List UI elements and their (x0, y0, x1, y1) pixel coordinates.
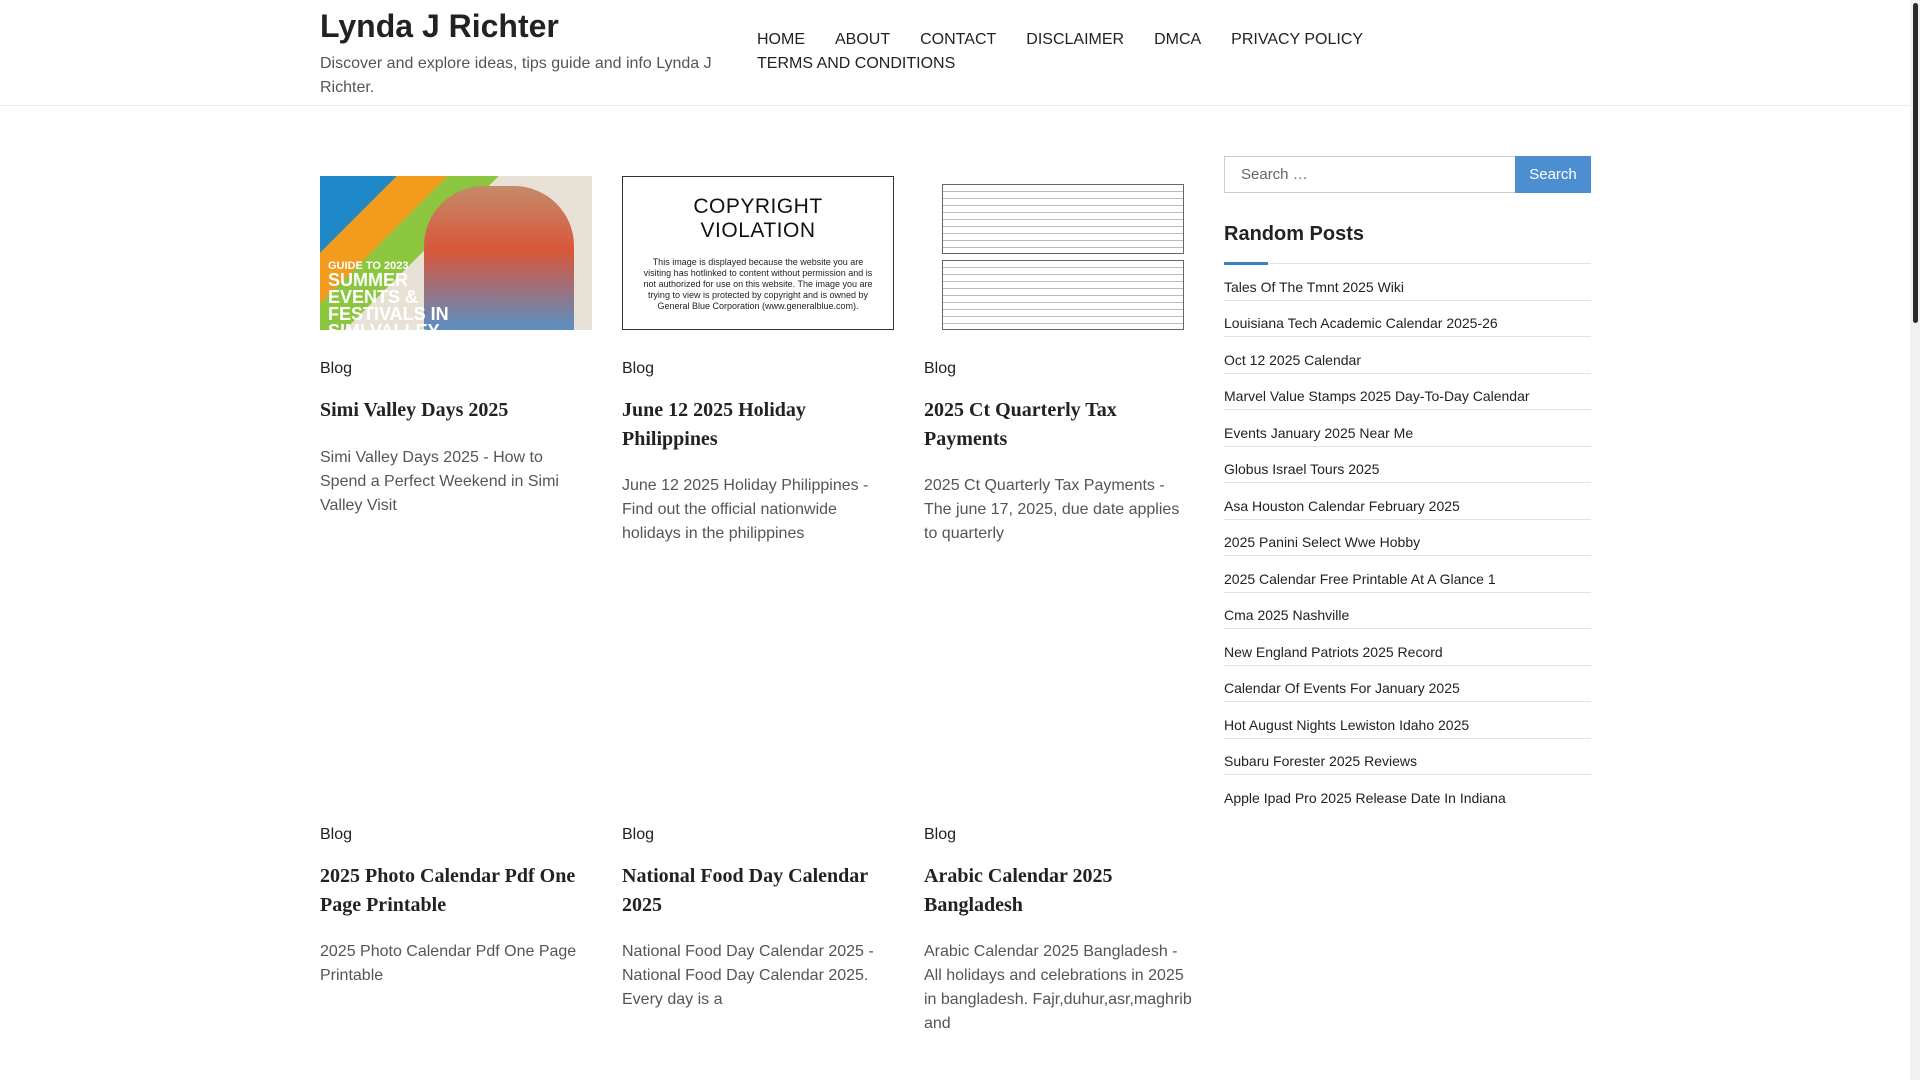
tax-form-image (942, 184, 1184, 254)
post-title[interactable]: National Food Day Calendar 2025 (622, 865, 868, 916)
random-post-link[interactable]: Subaru Forester 2025 Reviews (1224, 739, 1591, 776)
scrollbar-thumb[interactable] (1913, 3, 1918, 323)
random-post-link[interactable]: Calendar Of Events For January 2025 (1224, 666, 1591, 703)
post-category[interactable]: Blog (320, 360, 353, 377)
post-card (622, 176, 894, 542)
random-post-link[interactable]: Globus Israel Tours 2025 (1224, 447, 1591, 484)
random-post-link[interactable]: Marvel Value Stamps 2025 Day-To-Day Calendar (1224, 374, 1591, 411)
post-card (320, 176, 592, 514)
nav-dmca[interactable]: DMCA (1154, 31, 1202, 48)
post-category[interactable]: Blog (622, 826, 655, 843)
post-excerpt: 2025 Photo Calendar Pdf One Page Printable (320, 943, 577, 984)
post-card (622, 642, 894, 1008)
post-title[interactable]: 2025 Ct Quarterly Tax Payments (924, 399, 1117, 450)
post-category[interactable]: Blog (924, 360, 957, 377)
page-scrollbar[interactable] (1910, 0, 1920, 1080)
post-card (924, 176, 1196, 542)
random-post-link[interactable]: Events January 2025 Near Me (1224, 410, 1591, 447)
post-thumbnail[interactable] (622, 176, 894, 330)
random-post-link[interactable]: Louisiana Tech Academic Calendar 2025-26 (1224, 301, 1591, 338)
random-post-link[interactable]: 2025 Calendar Free Printable At A Glance 1 (1224, 556, 1591, 593)
random-post-link[interactable]: Apple Ipad Pro 2025 Release Date In Indiana (1224, 790, 1506, 807)
search-form (1224, 156, 1591, 193)
nav-terms-and-conditions[interactable]: TERMS AND CONDITIONS (757, 55, 956, 72)
post-thumbnail[interactable] (320, 642, 592, 796)
search-button[interactable]: Search (1515, 156, 1591, 193)
nav-home[interactable]: HOME (757, 31, 805, 48)
tax-form-image (942, 260, 1184, 330)
site-description: Discover and explore ideas, tips guide and info Lynda J Richter. (320, 55, 712, 96)
post-title[interactable]: Simi Valley Days 2025 (320, 399, 509, 421)
random-post-link[interactable]: Hot August Nights Lewiston Idaho 2025 (1224, 702, 1591, 739)
random-posts-heading: Random Posts (1224, 222, 1591, 264)
random-post-link[interactable]: 2025 Panini Select Wwe Hobby (1224, 520, 1591, 557)
random-posts-list (1224, 264, 1591, 812)
post-card (924, 642, 1196, 1032)
nav-disclaimer[interactable]: DISCLAIMER (1026, 31, 1125, 48)
main-nav (757, 28, 1457, 76)
post-excerpt: Simi Valley Days 2025 - How to Spend a Perfect Weekend in Simi Valley Visit (320, 449, 559, 514)
post-thumbnail[interactable] (924, 176, 1196, 330)
nav-about[interactable]: ABOUT (835, 31, 891, 48)
thumbnail-caption-small: GUIDE TO 2023 (328, 260, 409, 272)
post-excerpt: 2025 Ct Quarterly Tax Payments - The june 17, 2025, due date applies to quarterly (924, 477, 1180, 542)
post-category[interactable]: Blog (924, 826, 957, 843)
thumbnail-caption: This image is displayed because the website you are visiting has hotlinked to content without permission and is not authorized for use on this website. The image you are trying to view is protected by copyright and is owned by General Blue Corporation (www.generalblue.com). (643, 256, 873, 311)
post-thumbnail[interactable] (320, 176, 592, 341)
post-title[interactable]: Arabic Calendar 2025 Bangladesh (924, 865, 1113, 916)
sidebar (1224, 156, 1591, 812)
brand (320, 8, 740, 100)
thumbnail-heading: COPYRIGHT VIOLATION (693, 194, 823, 242)
post-excerpt: National Food Day Calendar 2025 - National Food Day Calendar 2025. Every day is a (622, 943, 874, 1008)
post-excerpt: Arabic Calendar 2025 Bangladesh - All holidays and celebrations in 2025 in bangladesh. Fajr,duhur,asr,maghrib and (924, 943, 1192, 1032)
post-title[interactable]: 2025 Photo Calendar Pdf One Page Printable (320, 865, 576, 916)
post-category[interactable]: Blog (320, 826, 353, 843)
search-input[interactable] (1224, 156, 1515, 193)
random-post-link[interactable]: Cma 2025 Nashville (1224, 593, 1591, 630)
nav-privacy-policy[interactable]: PRIVACY POLICY (1231, 31, 1364, 48)
random-post-link[interactable]: Tales Of The Tmnt 2025 Wiki (1224, 264, 1591, 301)
post-thumbnail[interactable] (924, 642, 1196, 796)
post-category[interactable]: Blog (622, 360, 655, 377)
thumbnail-caption: SUMMER EVENTS & FESTIVALS IN SIMI VALLEY (328, 270, 449, 341)
post-title[interactable]: June 12 2025 Holiday Philippines (622, 399, 806, 450)
random-post-link[interactable]: New England Patriots 2025 Record (1224, 629, 1591, 666)
site-title[interactable]: Lynda J Richter (320, 8, 559, 44)
site-header (0, 0, 1910, 106)
random-post-link[interactable]: Asa Houston Calendar February 2025 (1224, 483, 1591, 520)
post-thumbnail[interactable] (622, 642, 894, 796)
post-card (320, 642, 592, 984)
nav-contact[interactable]: CONTACT (920, 31, 997, 48)
random-post-link[interactable]: Oct 12 2025 Calendar (1224, 337, 1591, 374)
post-excerpt: June 12 2025 Holiday Philippines - Find out the official nationwide holidays in the philippines (622, 477, 869, 542)
